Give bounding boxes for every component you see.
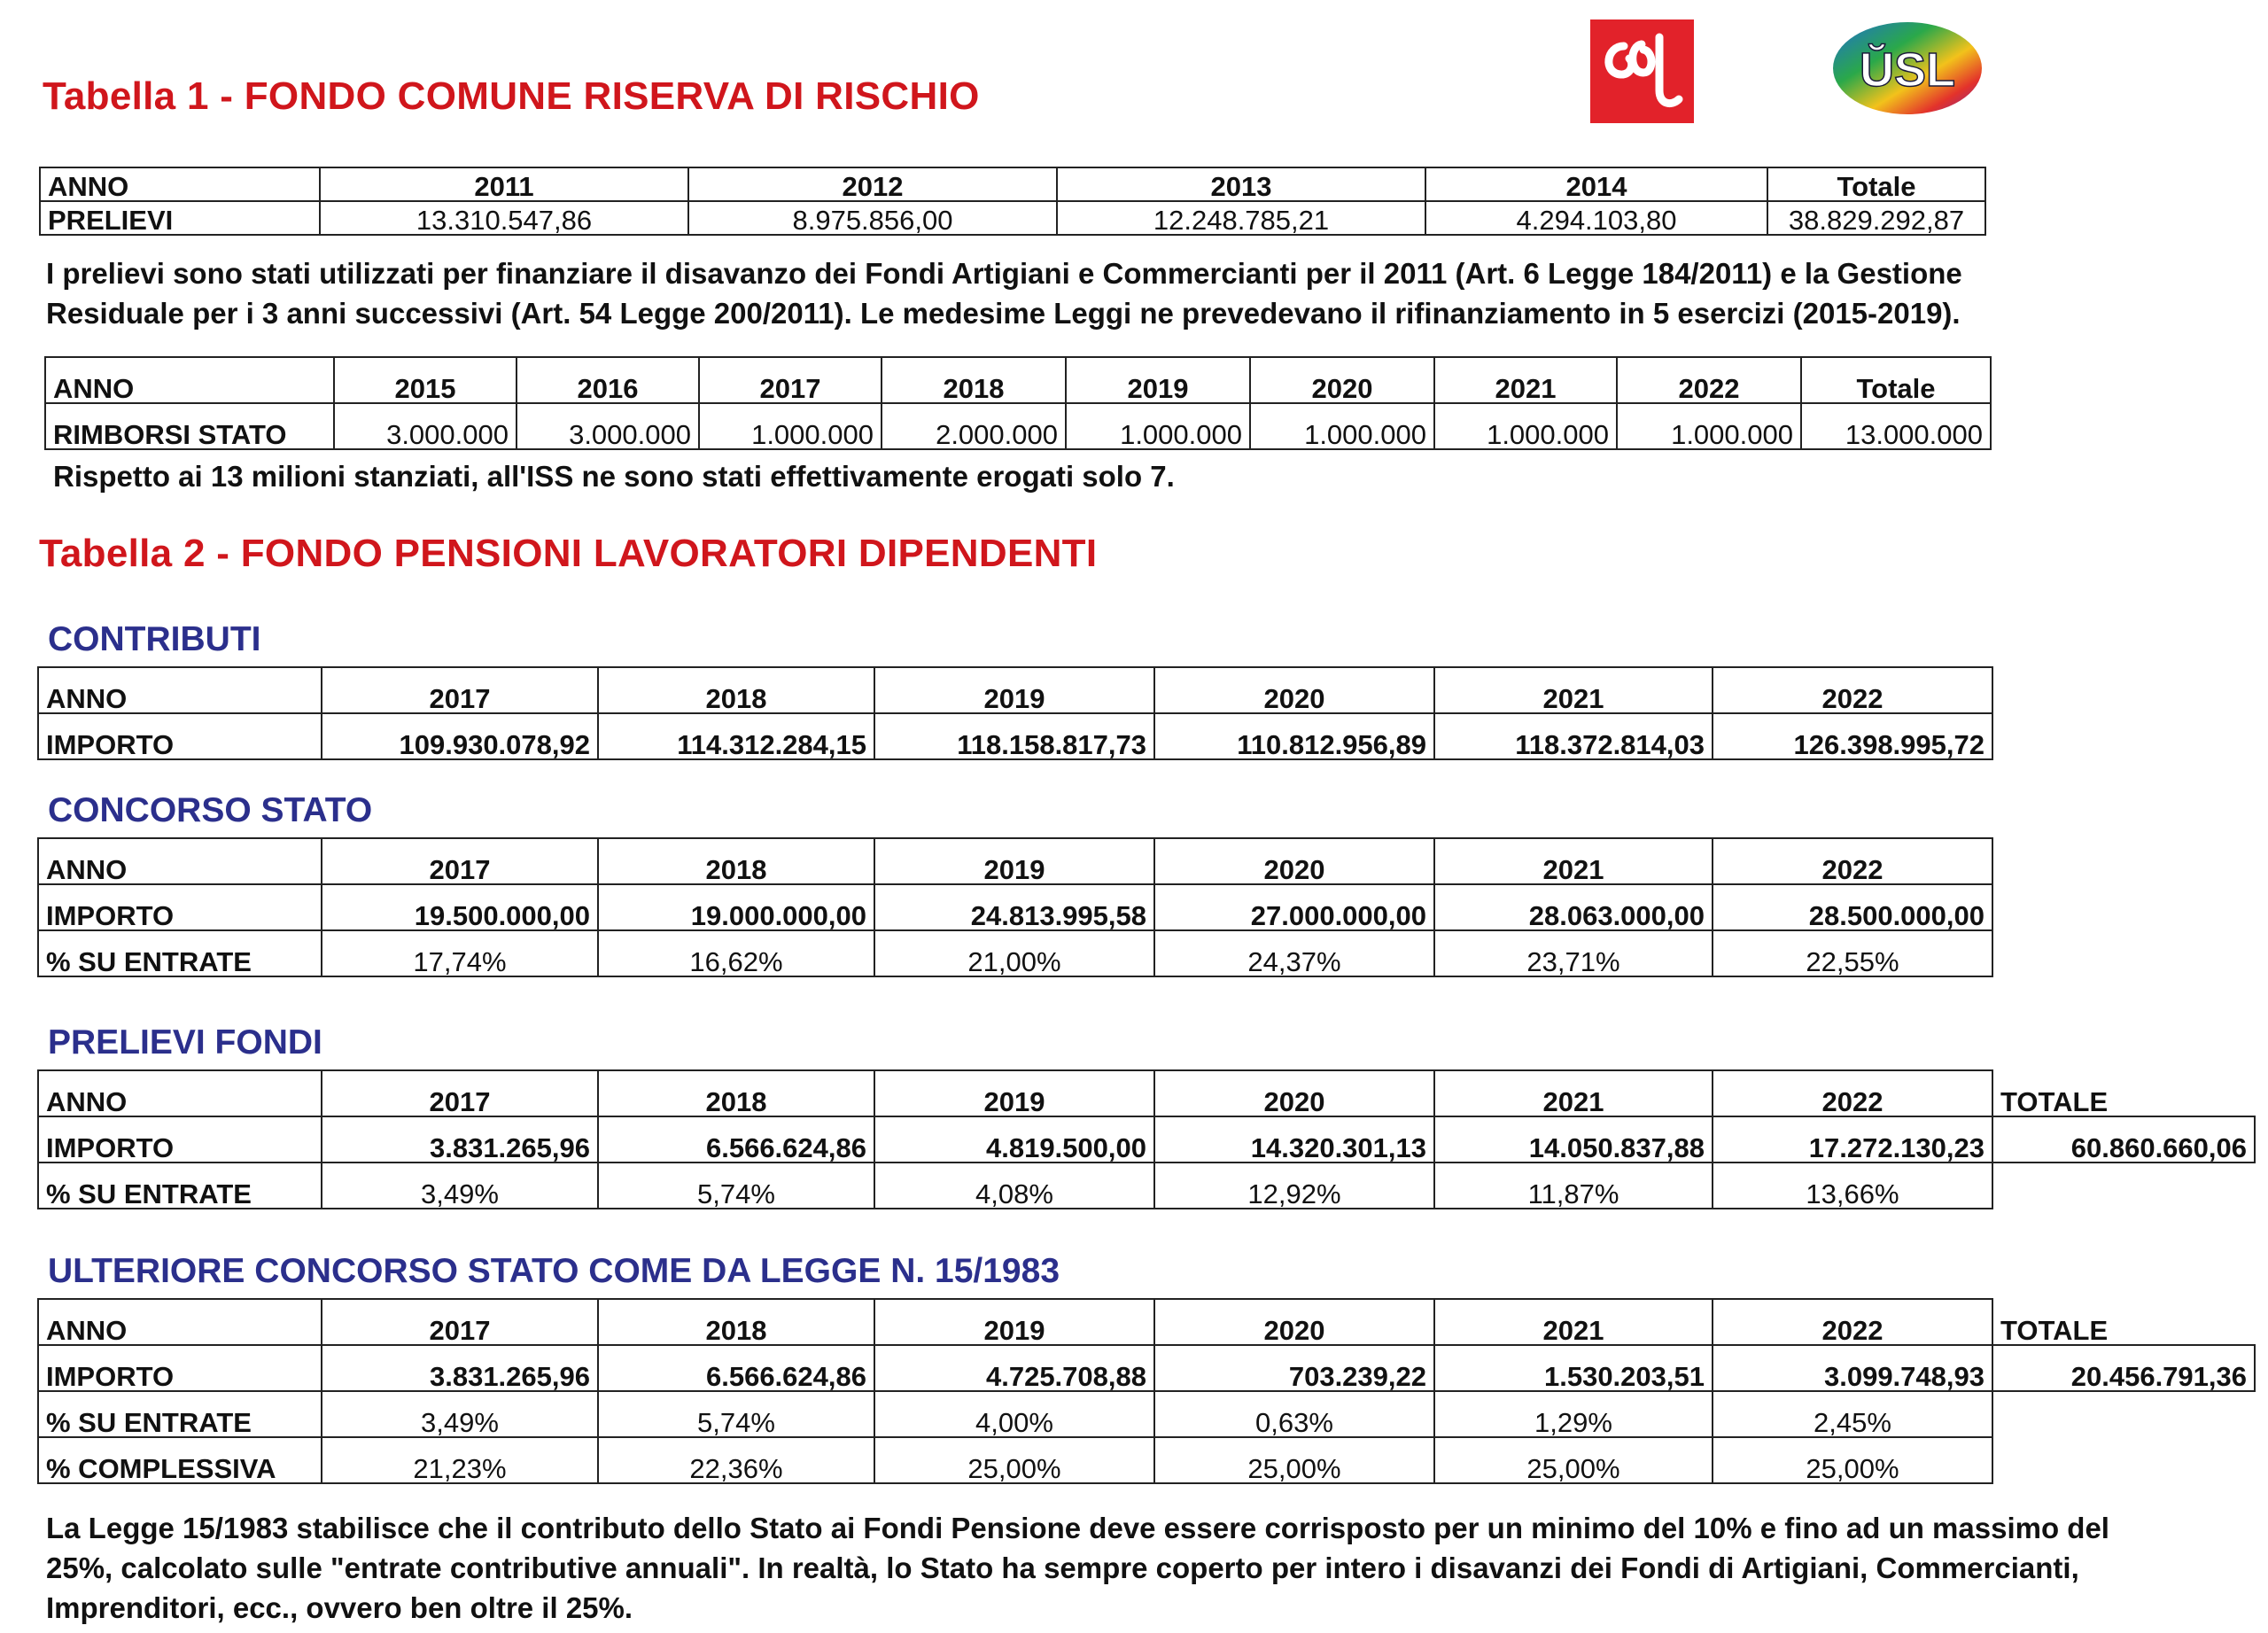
header-cell: 2021 <box>1434 838 1713 884</box>
table-cell: 22,55% <box>1713 930 1992 976</box>
header-cell: 2019 <box>874 1299 1154 1345</box>
table-cell: 1.000.000 <box>1617 403 1801 449</box>
table-cell: 1.000.000 <box>699 403 882 449</box>
header-cell: 2019 <box>874 1070 1154 1116</box>
table-cell: 118.372.814,03 <box>1434 713 1713 759</box>
usl-logo-mark <box>1832 19 1983 117</box>
concorso-stato-table <box>37 837 1993 977</box>
table-cell: 23,71% <box>1434 930 1713 976</box>
table-cell: 12,92% <box>1154 1163 1434 1209</box>
table-cell: 1.000.000 <box>1250 403 1434 449</box>
header-cell: 2020 <box>1154 838 1434 884</box>
row-label: IMPORTO <box>38 713 322 759</box>
total-cell: 60.860.660,06 <box>1992 1116 2255 1163</box>
header-cell: 2021 <box>1434 667 1713 713</box>
header-cell: 2017 <box>322 1299 598 1345</box>
header-cell: 2020 <box>1154 1070 1434 1116</box>
table-cell: 6.566.624,86 <box>598 1345 874 1391</box>
table-cell: 1.000.000 <box>1434 403 1617 449</box>
table-cell: 4,08% <box>874 1163 1154 1209</box>
row-label: % COMPLESSIVA <box>38 1437 322 1483</box>
table-cell: 110.812.956,89 <box>1154 713 1434 759</box>
table-row <box>38 884 1992 930</box>
header-cell: ANNO <box>38 1299 322 1345</box>
table-cell: 109.930.078,92 <box>322 713 598 759</box>
rimborsi-note: Rispetto ai 13 milioni stanziati, all'ISS ne sono stati effettivamente erogati solo 7. <box>53 460 1175 493</box>
row-label: IMPORTO <box>38 1116 322 1163</box>
table-cell: 38.829.292,87 <box>1767 201 1985 235</box>
header-cell: 2016 <box>517 357 699 403</box>
header-cell: ANNO <box>40 167 320 201</box>
table-cell: 24,37% <box>1154 930 1434 976</box>
usl-logo <box>1832 19 1983 117</box>
header-cell: 2018 <box>598 838 874 884</box>
header-cell: 2018 <box>598 1070 874 1116</box>
table-cell: 13.310.547,86 <box>320 201 688 235</box>
table-cell: 13.000.000 <box>1801 403 1991 449</box>
table-cell: 703.239,22 <box>1154 1345 1434 1391</box>
total-cell: 20.456.791,36 <box>1992 1345 2255 1391</box>
header-cell: 2019 <box>874 838 1154 884</box>
table-header-row <box>38 1070 2255 1116</box>
header-cell: Totale <box>1767 167 1985 201</box>
header-cell: 2021 <box>1434 1070 1713 1116</box>
prelievi-2011-table <box>39 167 1986 236</box>
row-label: % SU ENTRATE <box>38 1163 322 1209</box>
table-row <box>45 403 1991 449</box>
header-cell: 2022 <box>1713 838 1992 884</box>
table-cell: 4.294.103,80 <box>1425 201 1767 235</box>
table-cell: 4.725.708,88 <box>874 1345 1154 1391</box>
table-row <box>38 1163 2255 1209</box>
header-cell: 2022 <box>1713 1070 1992 1116</box>
prelievi-fondi-title: PRELIEVI FONDI <box>48 1023 322 1061</box>
ulteriore-concorso-table <box>37 1298 2256 1484</box>
header-cell: 2018 <box>882 357 1066 403</box>
table-cell: 19.000.000,00 <box>598 884 874 930</box>
table-cell: 24.813.995,58 <box>874 884 1154 930</box>
table-cell: 1,29% <box>1434 1391 1713 1437</box>
table-row <box>40 201 1985 235</box>
table-cell: 13,66% <box>1713 1163 1992 1209</box>
header-cell: 2020 <box>1154 1299 1434 1345</box>
header-cell: ANNO <box>38 667 322 713</box>
header-cell: 2020 <box>1154 667 1434 713</box>
table-cell: 4.819.500,00 <box>874 1116 1154 1163</box>
table-cell: 19.500.000,00 <box>322 884 598 930</box>
table-cell: 6.566.624,86 <box>598 1116 874 1163</box>
header-cell: 2020 <box>1250 357 1434 403</box>
header-cell: 2012 <box>688 167 1057 201</box>
row-label: % SU ENTRATE <box>38 1391 322 1437</box>
table-cell: 17.272.130,23 <box>1713 1116 1992 1163</box>
table2-title: Tabella 2 - FONDO PENSIONI LAVORATORI DIPENDENTI <box>39 532 1098 575</box>
table-row <box>38 713 1992 759</box>
table-cell: 27.000.000,00 <box>1154 884 1434 930</box>
table-cell: 25,00% <box>1713 1437 1992 1483</box>
table-cell: 21,23% <box>322 1437 598 1483</box>
header-cell: TOTALE <box>2000 1315 2109 1345</box>
header-cell: ANNO <box>38 838 322 884</box>
empty-cell <box>1992 1391 2255 1437</box>
prelievi-fondi-table <box>37 1069 2256 1209</box>
table-cell: 1.530.203,51 <box>1434 1345 1713 1391</box>
header-cell: 2021 <box>1434 1299 1713 1345</box>
row-label: % SU ENTRATE <box>38 930 322 976</box>
table-cell: 3,49% <box>322 1163 598 1209</box>
table-cell: 11,87% <box>1434 1163 1713 1209</box>
table-header-row <box>40 167 1985 201</box>
table-header-row <box>45 357 1991 403</box>
table-header-row <box>38 1299 2255 1345</box>
empty-cell <box>1992 1163 2255 1209</box>
table-cell: 3.099.748,93 <box>1713 1345 1992 1391</box>
table-cell: 28.063.000,00 <box>1434 884 1713 930</box>
table-cell: 14.050.837,88 <box>1434 1116 1713 1163</box>
table-cell: 3.831.265,96 <box>322 1345 598 1391</box>
table-cell: 2,45% <box>1713 1391 1992 1437</box>
table-header-row <box>38 838 1992 884</box>
table-cell: 28.500.000,00 <box>1713 884 1992 930</box>
rimborsi-stato-table <box>44 356 1992 450</box>
table-cell: 12.248.785,21 <box>1057 201 1425 235</box>
header-cell: 2014 <box>1425 167 1767 201</box>
table-row <box>38 1391 2255 1437</box>
header-cell: 2017 <box>322 838 598 884</box>
legge-15-1983-note: La Legge 15/1983 stabilisce che il contributo dello Stato ai Fondi Pensione deve essere corrisposto per un minimo del 10% e fino ad un massimo del 25%, calcolato sulle "entrate contributive annuali". In realtà, lo Stato ha sempre coperto per intero i disavanzi dei Fondi di Artigiani, Commercianti, Imprenditori, ecc., ovvero ben oltre il 25%. <box>46 1512 2109 1624</box>
table-cell: 3.000.000 <box>334 403 517 449</box>
row-label: IMPORTO <box>38 884 322 930</box>
header-cell: ANNO <box>38 1070 322 1116</box>
table-cell: 5,74% <box>598 1163 874 1209</box>
contributi-title: CONTRIBUTI <box>48 620 261 658</box>
table-row <box>38 930 1992 976</box>
table-cell: 3,49% <box>322 1391 598 1437</box>
table-cell: 3.831.265,96 <box>322 1116 598 1163</box>
header-cell: 2018 <box>598 1299 874 1345</box>
table-cell: 25,00% <box>1434 1437 1713 1483</box>
table-row <box>38 1345 2255 1391</box>
table-cell: 4,00% <box>874 1391 1154 1437</box>
empty-cell <box>1992 1437 2255 1483</box>
header-cell: 2022 <box>1713 1299 1992 1345</box>
table-cell: 3.000.000 <box>517 403 699 449</box>
ulteriore-concorso-title: ULTERIORE CONCORSO STATO COME DA LEGGE N. 15/1983 <box>48 1252 1060 1290</box>
table-cell: 5,74% <box>598 1391 874 1437</box>
header-cell: Totale <box>1801 357 1991 403</box>
header-cell: ANNO <box>45 357 334 403</box>
table1-note: I prelievi sono stati utilizzati per finanziare il disavanzo dei Fondi Artigiani e Commercianti per il 2011 (Art. 6 Legge 184/2011) e la Gestione Residuale per i 3 anni successivi (Art. 54 Legge 200/2011). Le medesime Leggi ne prevedevano il rifinanziamento in 5 esercizi (2015-2019). <box>46 257 1962 330</box>
table-cell: 0,63% <box>1154 1391 1434 1437</box>
header-cell: 2011 <box>320 167 688 201</box>
row-label: RIMBORSI STATO <box>45 403 334 449</box>
header-cell: 2019 <box>1066 357 1250 403</box>
row-label: IMPORTO <box>38 1345 322 1391</box>
table-cell: 16,62% <box>598 930 874 976</box>
cisl-logo <box>1590 19 1694 123</box>
header-cell: 2019 <box>874 667 1154 713</box>
table-cell: 14.320.301,13 <box>1154 1116 1434 1163</box>
table-cell: 25,00% <box>874 1437 1154 1483</box>
concorso-stato-title: CONCORSO STATO <box>48 791 373 829</box>
table1-title: Tabella 1 - FONDO COMUNE RISERVA DI RISCHIO <box>43 74 980 118</box>
table-header-row <box>38 667 1992 713</box>
header-cell: 2013 <box>1057 167 1425 201</box>
table-cell: 114.312.284,15 <box>598 713 874 759</box>
cisl-logo-mark <box>1590 19 1694 123</box>
header-cell: 2022 <box>1713 667 1992 713</box>
header-cell: TOTALE <box>2000 1086 2109 1116</box>
header-cell: 2022 <box>1617 357 1801 403</box>
header-cell: 2021 <box>1434 357 1617 403</box>
header-cell: 2017 <box>322 667 598 713</box>
header-cell: 2017 <box>699 357 882 403</box>
table-cell: 118.158.817,73 <box>874 713 1154 759</box>
table-cell: 8.975.856,00 <box>688 201 1057 235</box>
table-cell: 25,00% <box>1154 1437 1434 1483</box>
header-cell: 2018 <box>598 667 874 713</box>
table-cell: 21,00% <box>874 930 1154 976</box>
table-cell: 126.398.995,72 <box>1713 713 1992 759</box>
row-label: PRELIEVI <box>40 201 320 235</box>
svg-text:ŬSL: ŬSL <box>1860 43 1955 97</box>
table-cell: 1.000.000 <box>1066 403 1250 449</box>
table-cell: 2.000.000 <box>882 403 1066 449</box>
table-cell: 17,74% <box>322 930 598 976</box>
table-cell: 22,36% <box>598 1437 874 1483</box>
contributi-table <box>37 666 1993 760</box>
table-row <box>38 1437 2255 1483</box>
table-row <box>38 1116 2255 1163</box>
header-cell: 2015 <box>334 357 517 403</box>
header-cell: 2017 <box>322 1070 598 1116</box>
